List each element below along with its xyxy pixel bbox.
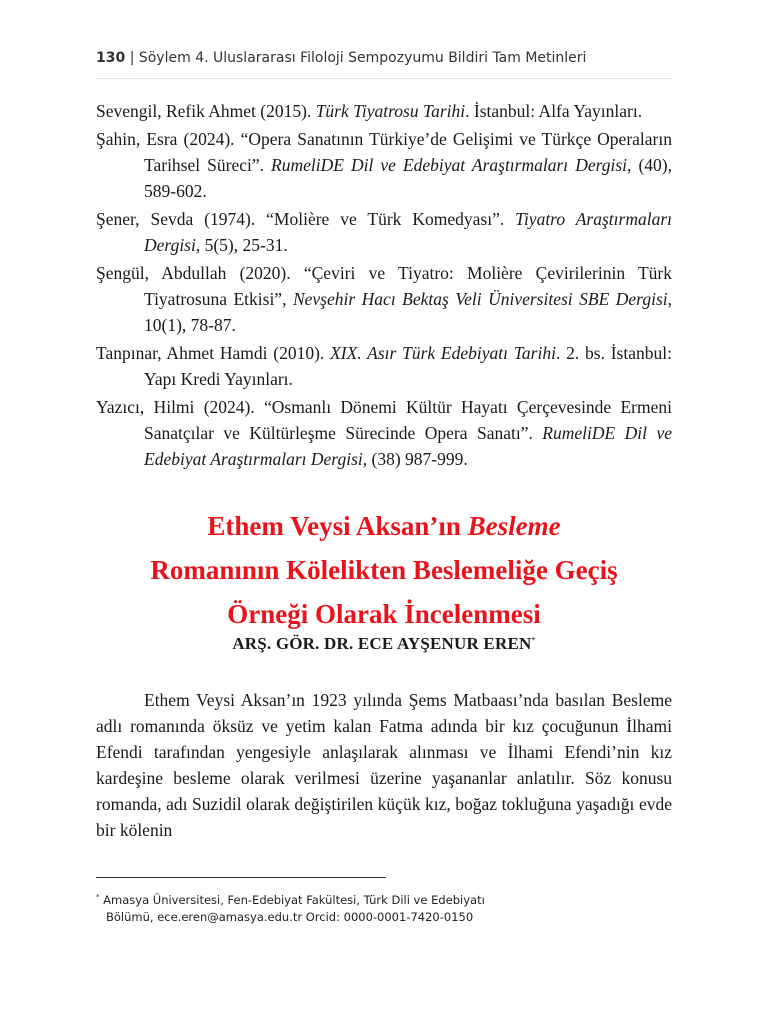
reference-title: XIX. Asır Türk Edebiyatı Tarihi xyxy=(330,343,556,363)
reference-text: Şengül, Abdullah (2020). “Çeviri ve Tiyatro: Molière Çevirilerinin Türk Tiyatrosuna Etkisi”, xyxy=(96,263,672,309)
header-rule xyxy=(96,78,672,79)
reference-text: , 5(5), 25-31. xyxy=(195,235,288,255)
page-number: 130 xyxy=(96,50,126,66)
footnote-rule xyxy=(96,877,386,878)
reference-title: Nevşehir Hacı Bektaş Veli Üniversitesi SBE Dergisi xyxy=(292,289,668,309)
title-line-2: Romanının Kölelikten Beslemeliğe Geçiş xyxy=(150,555,618,585)
reference-entry xyxy=(96,206,672,258)
reference-title: RumeliDE Dil ve Edebiyat Araştırmaları Dergisi xyxy=(144,423,672,469)
reference-entry xyxy=(96,260,672,338)
reference-text: Yazıcı, Hilmi (2024). “Osmanlı Dönemi Kültür Hayatı Çerçevesinde Ermeni Sanatçılar ve Kültürleşme Sürecinde Opera Sanatı”. xyxy=(96,397,672,443)
reference-text: Tanpınar, Ahmet Hamdi (2010). xyxy=(96,343,331,363)
reference-list xyxy=(96,98,672,474)
reference-entry xyxy=(96,340,672,392)
reference-entry xyxy=(96,394,672,472)
reference-title: Türk Tiyatrosu Tarihi xyxy=(315,101,466,121)
reference-text: Şener, Sevda (1974). “Molière ve Türk Komedyası”. xyxy=(96,209,516,229)
reference-text: Sevengil, Refik Ahmet (2015). xyxy=(96,101,316,121)
title-line-1 xyxy=(96,504,672,548)
title-line-3: Örneği Olarak İncelenmesi xyxy=(227,599,541,629)
footnote-mark: * xyxy=(96,893,100,901)
header-separator: | xyxy=(129,50,135,66)
reference-text: Şahin, Esra (2024). “Opera Sanatının Türkiye’de Gelişimi ve Türkçe Operaların Tarihsel Süreci”. xyxy=(96,129,672,175)
author-text: ARŞ. GÖR. DR. ECE AYŞENUR EREN xyxy=(232,634,532,653)
reference-text: . 2. bs. İstanbul: Yapı Kredi Yayınları. xyxy=(144,343,672,389)
footnote-line-2: Bölümü, ece.eren@amasya.edu.tr Orcid: 0000-0001-7420-0150 xyxy=(106,909,474,924)
running-header xyxy=(96,50,672,66)
article-title xyxy=(96,504,672,636)
footnote-line-1: Amasya Üniversitesi, Fen-Edebiyat Fakültesi, Türk Dili ve Edebiyatı xyxy=(99,892,485,907)
reference-text: , (40), 589-602. xyxy=(144,155,672,201)
reference-entry xyxy=(96,126,672,204)
reference-entry xyxy=(96,98,672,124)
title-italic-text: Besleme xyxy=(467,511,561,541)
reference-text: , 10(1), 78-87. xyxy=(144,289,672,335)
body-paragraph: Ethem Veysi Aksan’ın 1923 yılında Şems Matbaası’nda basılan Besleme adlı romanında öksüz ve yetim kalan Fatma adında bir kız çocuğunun İlhami Efendi tarafından yengesiyle anlaşılarak alınması ve İlhami Efendi’nin kız kardeşine besleme olarak verilmesi üzerine yaşananlar anlatılır. Söz konusu romanda, adı Suzidil olarak değiştirilen küçük kız, boğaz tokluğuna yaşadığı evde bir kölenin xyxy=(96,690,672,840)
running-title: Söylem 4. Uluslararası Filoloji Sempozyumu Bildiri Tam Metinleri xyxy=(138,50,587,66)
footnote xyxy=(96,889,672,926)
author-name xyxy=(96,634,672,654)
footnote-marker: * xyxy=(531,635,536,645)
title-text: Ethem Veysi Aksan’ın xyxy=(207,511,468,541)
reference-text: , (38) 987-999. xyxy=(362,449,468,469)
reference-title: RumeliDE Dil ve Edebiyat Araştırmaları Dergisi xyxy=(271,155,628,175)
reference-text: . İstanbul: Alfa Yayınları. xyxy=(465,101,643,121)
reference-title: Tiyatro Araştırmaları Dergisi xyxy=(144,209,672,255)
